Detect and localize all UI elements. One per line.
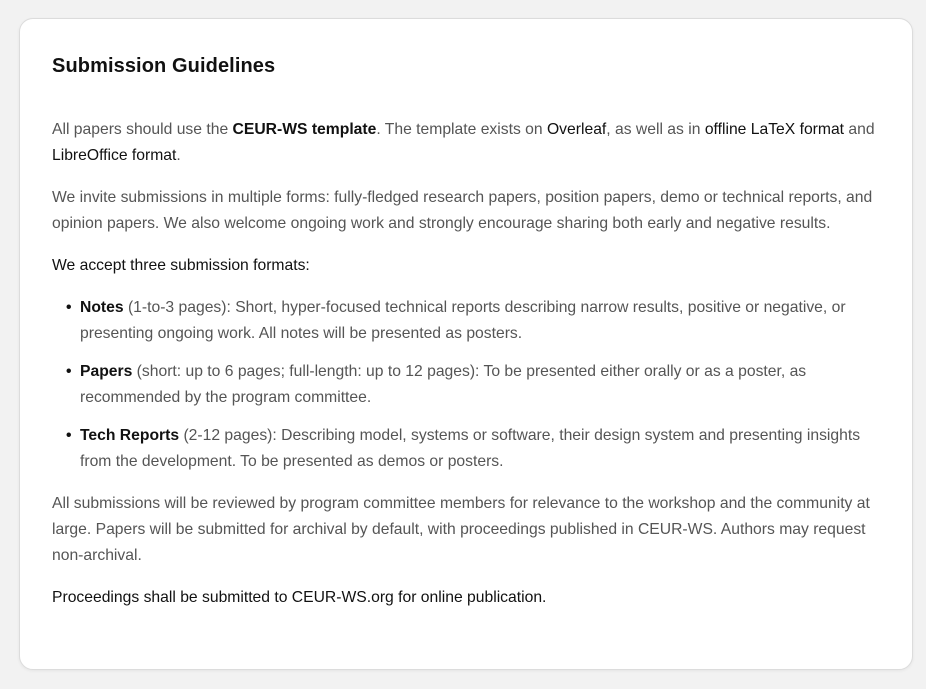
invitation-paragraph: We invite submissions in multiple forms: fully-fledged research papers, position papers, demo or technical reports, and opinion papers. We also welcome ongoing work and strongly encourage sharing both early and negative results. (52, 189, 873, 232)
format-detail: (1-to-3 pages): Short, hyper-focused technical reports describing narrow results, positive or negative, or presenting ongoing work. All notes will be presented as posters. (80, 299, 846, 342)
intro-suffix: . (176, 147, 181, 164)
review-paragraph: All submissions will be reviewed by program committee members for relevance to the workshop and the community at large. Papers will be submitted for archival by default, with proceedings published in CEUR-WS. Authors may request non-archival. (52, 495, 870, 564)
proceedings-paragraph: Proceedings shall be submitted to CEUR-WS.org for online publication. (52, 589, 547, 606)
section-title: Submission Guidelines (52, 55, 276, 77)
intro-middle-1: . The template exists on (376, 121, 547, 138)
template-paragraph (52, 117, 880, 169)
overleaf-link[interactable]: Overleaf (546, 121, 607, 138)
bullet-icon: • (66, 363, 72, 380)
list-item (66, 295, 880, 347)
intro-prefix: All papers should use the (52, 121, 233, 138)
list-item (66, 359, 880, 411)
format-name: Tech Reports (80, 427, 180, 444)
format-name: Notes (80, 299, 124, 316)
bullet-icon: • (66, 427, 72, 444)
latex-format-link[interactable]: offline LaTeX format (704, 121, 845, 138)
formats-list (52, 295, 880, 475)
intro-middle-2: , as well as in (606, 121, 705, 138)
libreoffice-format-link[interactable]: LibreOffice format (52, 147, 177, 164)
ceur-template-link[interactable]: CEUR-WS template (232, 121, 377, 138)
format-detail: (2-12 pages): Describing model, systems or software, their design system and presenting insights from the development. To be presented as demos or posters. (80, 427, 861, 470)
format-name: Papers (80, 363, 133, 380)
intro-middle-3: and (844, 121, 875, 138)
submission-guidelines-card (19, 18, 913, 670)
bullet-icon: • (66, 299, 72, 316)
list-item (66, 423, 880, 475)
formats-heading: We accept three submission formats: (52, 257, 310, 274)
format-detail: (short: up to 6 pages; full-length: up to 12 pages): To be presented either orally or as a poster, as recommended by the program committee. (80, 363, 807, 406)
